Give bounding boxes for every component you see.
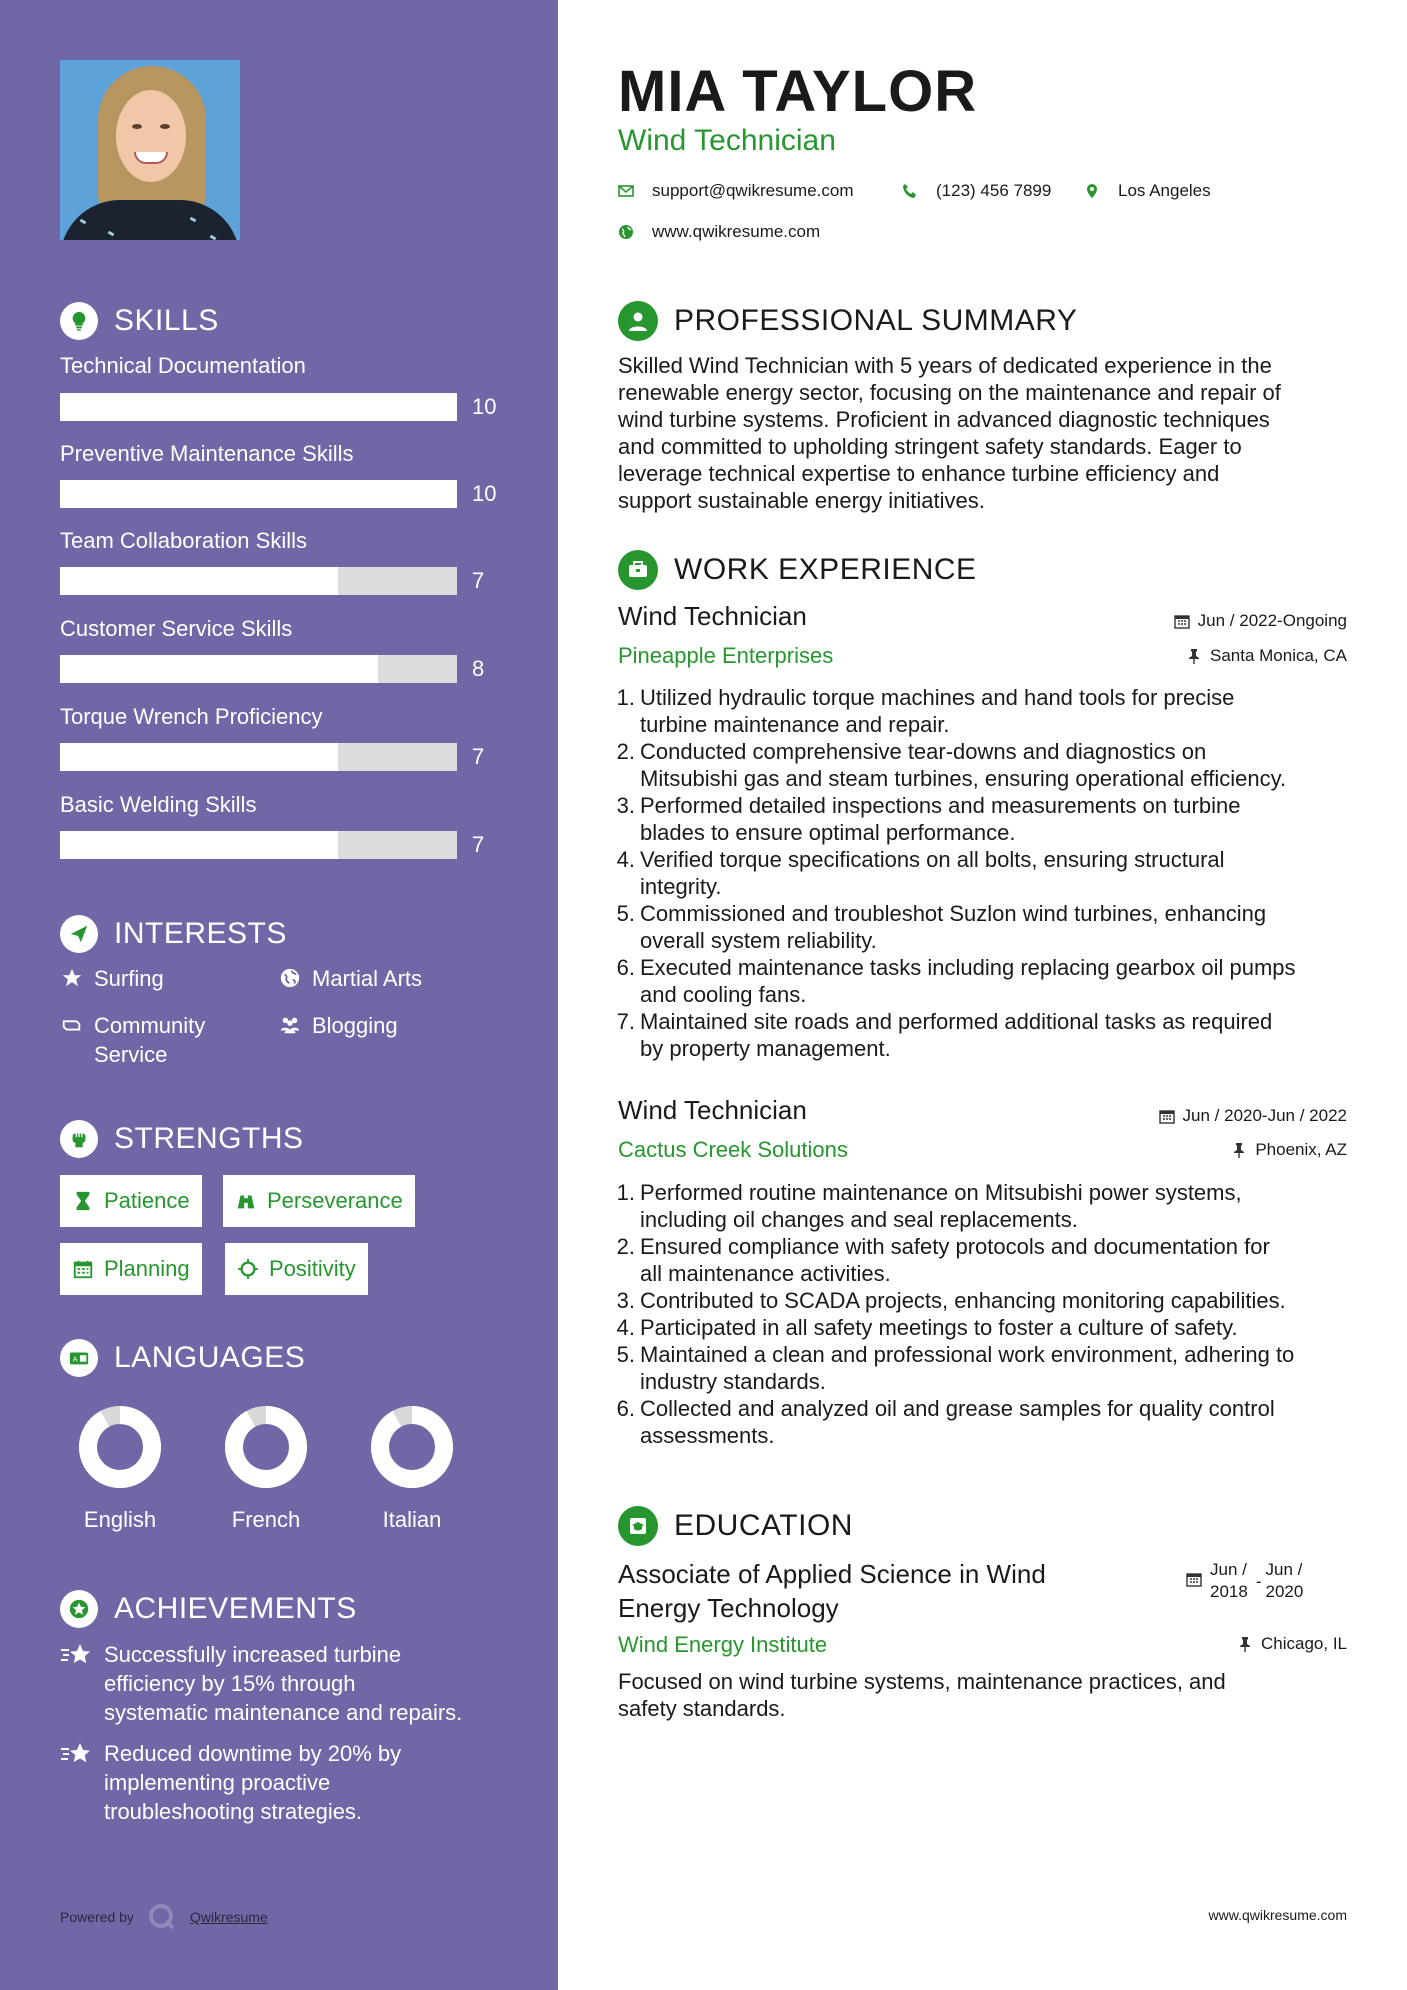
skill-bar (60, 480, 457, 508)
duty-number: 2. (616, 739, 635, 764)
work-heading (618, 550, 977, 590)
duty-line: including oil changes and seal replacements. (640, 1207, 1078, 1232)
summary-line: leverage technical expertise to enhance turbine efficiency and (618, 461, 1220, 486)
education-heading (618, 1506, 853, 1546)
achievement-line: systematic maintenance and repairs. (104, 1700, 463, 1725)
contact-phone[interactable] (902, 181, 1051, 201)
duty-item (612, 738, 1372, 792)
language-ring (223, 1404, 309, 1490)
interest-item (60, 964, 164, 993)
education-location-text: Chicago, IL (1261, 1634, 1347, 1653)
duty-text (640, 1287, 1286, 1314)
skill-bar (60, 655, 457, 683)
email-text: support@qwikresume.com (652, 181, 854, 200)
duty-text (640, 738, 1286, 792)
language-label: English (83, 1507, 157, 1532)
calendar-icon (1186, 1571, 1202, 1587)
skills-heading (60, 302, 219, 340)
star-trail-icon (60, 1640, 92, 1673)
job-location-text: Phoenix, AZ (1255, 1140, 1347, 1159)
summary-line: renewable energy sector, focusing on the maintenance and repair of (618, 380, 1281, 405)
star-icon (60, 964, 84, 989)
duty-text (640, 1341, 1294, 1395)
duty-number: 7. (616, 1009, 635, 1034)
duty-line: Collected and analyzed oil and grease samples for quality control (640, 1396, 1275, 1421)
skill-label: Basic Welding Skills (60, 792, 257, 817)
duty-number: 5. (616, 1342, 635, 1367)
strength-badge (223, 1175, 415, 1227)
duty-line: Mitsubishi gas and steam turbines, ensuring operational efficiency. (640, 766, 1287, 791)
duty-text (640, 1314, 1238, 1341)
candidate-name: MIA TAYLOR (618, 59, 978, 124)
duty-line: Contributed to SCADA projects, enhancing monitoring capabilities. (640, 1288, 1286, 1313)
hourglass-icon (72, 1190, 94, 1212)
duty-number: 4. (616, 1315, 635, 1340)
education-dates (1186, 1559, 1303, 1603)
contact-email[interactable] (618, 181, 854, 201)
duty-number: 6. (616, 1396, 635, 1421)
achievement-line: implementing proactive (104, 1770, 331, 1795)
job-company: Pineapple Enterprises (618, 643, 834, 668)
degree-title (618, 1557, 1138, 1625)
sidebar (0, 0, 558, 1990)
duty-text (640, 684, 1234, 738)
paper-plane-icon (60, 915, 98, 953)
job-dates-text: Jun / 2022-Ongoing (1197, 611, 1347, 630)
calendar-icon (1174, 613, 1190, 629)
strengths-heading (60, 1120, 304, 1158)
powered-by-label: Powered by (60, 1909, 134, 1925)
duty-line: blades to ensure optimal performance. (640, 820, 1016, 845)
skill-value: 7 (472, 744, 485, 769)
powered-by (60, 1903, 268, 1931)
calendar-icon (72, 1258, 94, 1280)
skill-label: Technical Documentation (60, 353, 306, 378)
duty-item (612, 1287, 1372, 1314)
duty-number: 6. (616, 955, 635, 980)
duty-item (612, 1395, 1372, 1449)
edu-date-separator: - (1255, 1572, 1262, 1591)
strength-badge (60, 1175, 202, 1227)
duty-line: industry standards. (640, 1369, 826, 1394)
duty-line: assessments. (640, 1423, 775, 1448)
work-title: WORK EXPERIENCE (674, 553, 977, 586)
website-text: www.qwikresume.com (652, 222, 821, 241)
duty-line: integrity. (640, 874, 722, 899)
duty-number: 3. (616, 1288, 635, 1313)
strength-badge (60, 1243, 202, 1295)
skill-bar-fill (60, 393, 457, 421)
job-location (1186, 646, 1347, 666)
skill-bar-fill (60, 831, 338, 859)
job-duties (612, 1179, 1372, 1449)
strengths-title: STRENGTHS (114, 1122, 304, 1155)
summary-line: Skilled Wind Technician with 5 years of dedicated experience in the (618, 353, 1272, 378)
summary-heading (618, 301, 1077, 341)
duty-text (640, 846, 1225, 900)
map-pin-icon (1084, 183, 1100, 199)
edu-start-year: 2018 (1210, 1582, 1248, 1601)
achievements-title: ACHIEVEMENTS (114, 1592, 357, 1625)
job-title: Wind Technician (618, 601, 807, 631)
sun-icon (237, 1258, 259, 1280)
duty-item (612, 1314, 1372, 1341)
language-ring (369, 1404, 455, 1490)
duty-text (640, 1008, 1272, 1062)
language-label: Italian (382, 1507, 442, 1532)
duty-line: Conducted comprehensive tear-downs and diagnostics on (640, 739, 1207, 764)
edu-start-month: Jun / (1210, 1560, 1247, 1579)
education-title: EDUCATION (674, 1509, 853, 1542)
job-location (1231, 1140, 1347, 1160)
duty-number: 4. (616, 847, 635, 872)
user-icon (618, 301, 658, 341)
duty-item (612, 792, 1372, 846)
profile-photo (60, 60, 240, 240)
duty-line: Performed routine maintenance on Mitsubishi power systems, (640, 1180, 1242, 1205)
summary-text (618, 352, 1358, 514)
binoculars-icon (235, 1190, 257, 1212)
duty-line: and cooling fans. (640, 982, 807, 1007)
achievement-item (60, 1640, 510, 1727)
duty-line: all maintenance activities. (640, 1261, 891, 1286)
skill-bar (60, 831, 457, 859)
achievements-heading (60, 1590, 357, 1628)
degree-line: Energy Technology (618, 1593, 839, 1623)
interests-heading (60, 915, 287, 953)
skill-label: Customer Service Skills (60, 616, 293, 641)
edu-end-month: Jun / (1265, 1560, 1303, 1579)
language-ring (77, 1404, 163, 1490)
lightbulb-icon (60, 302, 98, 340)
fist-icon (60, 1120, 98, 1158)
strength-label: Patience (104, 1188, 190, 1213)
school-name: Wind Energy Institute (618, 1632, 828, 1657)
interest-item (60, 1011, 205, 1069)
phone-text: (123) 456 7899 (936, 181, 1052, 200)
duty-text (640, 900, 1266, 954)
language-icon (60, 1339, 98, 1377)
duty-line: Maintained a clean and professional work environment, adhering to (640, 1342, 1295, 1367)
duty-line: Utilized hydraulic torque machines and hand tools for precise (640, 685, 1235, 710)
pushpin-icon (1237, 1636, 1253, 1652)
duty-item (612, 1341, 1372, 1395)
users-icon (278, 1011, 302, 1036)
duty-number: 1. (616, 1180, 635, 1205)
qwikresume-logo-icon (148, 1903, 176, 1931)
skill-bar-fill (60, 743, 338, 771)
education-location (1237, 1634, 1347, 1654)
skill-label: Torque Wrench Proficiency (60, 704, 323, 729)
duty-line: Performed detailed inspections and measurements on turbine (640, 793, 1241, 818)
education-description-line: safety standards. (618, 1696, 786, 1721)
hand-icon (60, 1011, 84, 1036)
interest-label: Community (94, 1013, 206, 1038)
candidate-role: Wind Technician (618, 124, 836, 157)
duty-item (612, 1179, 1372, 1233)
job-duties (612, 684, 1372, 1062)
skills-title: SKILLS (114, 304, 219, 337)
qwikresume-link[interactable]: Qwikresume (189, 1909, 268, 1925)
job-dates (1159, 1106, 1347, 1126)
achievement-line: Reduced downtime by 20% by (104, 1741, 402, 1766)
pushpin-icon (1231, 1142, 1247, 1158)
job-company: Cactus Creek Solutions (618, 1137, 848, 1162)
interests-title: INTERESTS (114, 917, 287, 950)
duty-item (612, 846, 1372, 900)
job-dates-text: Jun / 2020-Jun / 2022 (1182, 1106, 1347, 1125)
award-star-icon (60, 1590, 98, 1628)
duty-line: Maintained site roads and performed additional tasks as required (640, 1009, 1273, 1034)
envelope-icon (618, 183, 634, 199)
skill-label: Team Collaboration Skills (60, 528, 307, 553)
duty-item (612, 900, 1372, 954)
job-location-text: Santa Monica, CA (1209, 646, 1347, 665)
achievement-line: troubleshooting strategies. (104, 1799, 363, 1824)
duty-line: turbine maintenance and repair. (640, 712, 950, 737)
summary-line: support sustainable energy initiatives. (618, 488, 985, 513)
footer-website[interactable]: www.qwikresume.com (1208, 1907, 1347, 1923)
skill-value: 10 (472, 394, 497, 419)
summary-line: and committed to upholding stringent safety standards. Eager to (618, 434, 1242, 459)
skill-bar (60, 393, 457, 421)
job-title: Wind Technician (618, 1095, 807, 1125)
achievement-item (60, 1739, 510, 1826)
duty-line: by property management. (640, 1036, 891, 1061)
achievement-line: Successfully increased turbine (104, 1642, 402, 1667)
duty-text (640, 1233, 1270, 1287)
interest-label: Surfing (94, 966, 164, 991)
svg-text:A: A (72, 1354, 78, 1364)
skill-label: Preventive Maintenance Skills (60, 441, 354, 466)
interest-item (278, 964, 422, 993)
duty-item (612, 1008, 1372, 1062)
languages-heading (60, 1339, 305, 1377)
skill-value: 7 (472, 832, 485, 857)
skill-bar (60, 567, 457, 595)
education-description (618, 1668, 1358, 1722)
strength-label: Positivity (269, 1256, 356, 1281)
duty-number: 5. (616, 901, 635, 926)
duty-line: Commissioned and troubleshot Suzlon wind turbines, enhancing (640, 901, 1267, 926)
duty-text (640, 1179, 1242, 1233)
skill-value: 10 (472, 481, 497, 506)
duty-number: 1. (616, 685, 635, 710)
contact-location (1084, 181, 1211, 201)
strength-badge (225, 1243, 368, 1295)
interest-label: Blogging (312, 1013, 398, 1038)
duty-line: Ensured compliance with safety protocols and documentation for (640, 1234, 1270, 1259)
briefcase-icon (618, 550, 658, 590)
globe-icon (618, 224, 634, 240)
interest-label: Martial Arts (312, 966, 423, 991)
strength-label: Perseverance (267, 1188, 403, 1213)
summary-line: wind turbine systems. Proficient in advanced diagnostic techniques (618, 407, 1270, 432)
graduation-icon (618, 1506, 658, 1546)
achievement-line: efficiency by 15% through (104, 1671, 356, 1696)
skill-bar-fill (60, 655, 378, 683)
duty-line: Verified torque specifications on all bolts, ensuring structural (640, 847, 1225, 872)
education-description-line: Focused on wind turbine systems, maintenance practices, and (618, 1669, 1226, 1694)
languages-title: LANGUAGES (114, 1341, 306, 1374)
globe-icon (278, 964, 302, 989)
duty-item (612, 954, 1372, 1008)
duty-item (612, 1233, 1372, 1287)
skill-value: 8 (472, 656, 485, 681)
duty-number: 3. (616, 793, 635, 818)
duty-line: Executed maintenance tasks including replacing gearbox oil pumps (640, 955, 1296, 980)
duty-item (612, 684, 1372, 738)
skill-value: 7 (472, 568, 485, 593)
degree-line: Associate of Applied Science in Wind (618, 1559, 1046, 1589)
language-label: French (231, 1507, 301, 1532)
duty-number: 2. (616, 1234, 635, 1259)
location-text: Los Angeles (1118, 181, 1211, 200)
duty-line: overall system reliability. (640, 928, 877, 953)
interest-label-line2: Service (94, 1042, 168, 1067)
job-dates (1174, 611, 1347, 631)
skill-bar-fill (60, 567, 338, 595)
calendar-icon (1159, 1108, 1175, 1124)
summary-title: PROFESSIONAL SUMMARY (674, 304, 1078, 337)
skill-bar (60, 743, 457, 771)
star-trail-icon (60, 1739, 92, 1772)
contact-website[interactable] (618, 222, 820, 242)
pushpin-icon (1186, 648, 1202, 664)
phone-icon (902, 183, 918, 199)
strength-label: Planning (104, 1256, 190, 1281)
edu-end-year: 2020 (1265, 1582, 1304, 1601)
duty-line: Participated in all safety meetings to foster a culture of safety. (640, 1315, 1238, 1340)
duty-text (640, 1395, 1275, 1449)
skill-bar-fill (60, 480, 457, 508)
duty-text (640, 792, 1240, 846)
interest-item (278, 1011, 398, 1040)
duty-text (640, 954, 1296, 1008)
